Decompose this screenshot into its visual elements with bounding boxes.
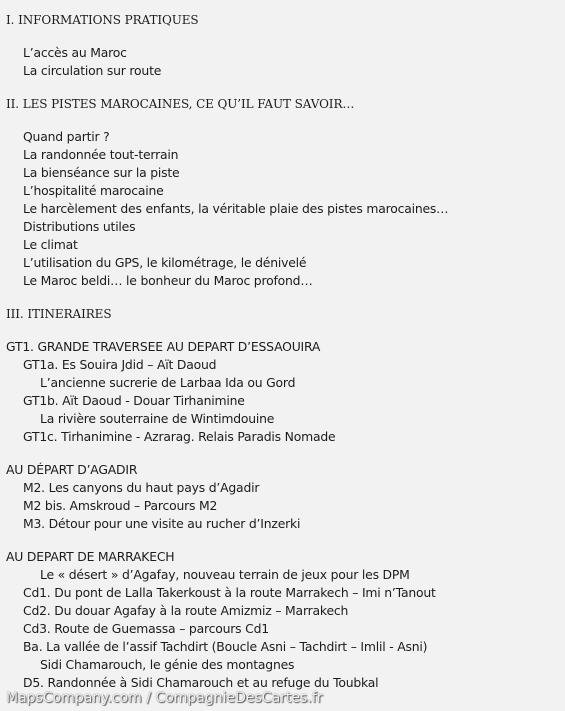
watermark: MapsCompany.com / CompagnieDesCartes.fr bbox=[6, 690, 323, 706]
section-heading-informations: I. INFORMATIONS PRATIQUES bbox=[6, 13, 199, 27]
toc-item: Quand partir ? bbox=[23, 129, 110, 144]
toc-item: La circulation sur route bbox=[23, 63, 162, 78]
toc-item: Le harcèlement des enfants, la véritable plaie des pistes marocaines… bbox=[23, 201, 449, 216]
toc-item: GT1a. Es Souira Jdid – Aït Daoud bbox=[23, 357, 217, 372]
toc-item: L’utilisation du GPS, le kilométrage, le dénivelé bbox=[23, 255, 307, 270]
group-heading-essaouira: GT1. GRANDE TRAVERSEE AU DEPART D’ESSAOUIRA bbox=[6, 339, 321, 354]
toc-item: M3. Détour pour une visite au rucher d’Inzerki bbox=[23, 516, 301, 531]
group-heading-agadir: AU DÉPART D’AGADIR bbox=[6, 462, 138, 477]
toc-item: L’accès au Maroc bbox=[23, 45, 127, 60]
toc-item: L’hospitalité marocaine bbox=[23, 183, 164, 198]
toc-subitem: La rivière souterraine de Wintimdouine bbox=[40, 411, 275, 426]
toc-item: Cd3. Route de Guemassa – parcours Cd1 bbox=[23, 621, 269, 636]
toc-item: M2 bis. Amskroud – Parcours M2 bbox=[23, 498, 218, 513]
section-heading-itineraires: III. ITINERAIRES bbox=[6, 307, 112, 321]
toc-item: Distributions utiles bbox=[23, 219, 136, 234]
toc-subitem: L’ancienne sucrerie de Larbaa Ida ou Gord bbox=[40, 375, 296, 390]
toc-item: GT1c. Tirhanimine - Azrarag. Relais Paradis Nomade bbox=[23, 429, 336, 444]
toc-item: D5. Randonnée à Sidi Chamarouch et au refuge du Toubkal bbox=[23, 675, 379, 690]
toc-item: GT1b. Aït Daoud - Douar Tirhanimine bbox=[23, 393, 245, 408]
toc-item: La randonnée tout-terrain bbox=[23, 147, 179, 162]
toc-item: Ba. La vallée de l’assif Tachdirt (Boucle Asni – Tachdirt – Imlil - Asni) bbox=[23, 639, 428, 654]
toc-item: Cd2. Du douar Agafay à la route Amizmiz – Marrakech bbox=[23, 603, 349, 618]
toc-item: La bienséance sur la piste bbox=[23, 165, 180, 180]
toc-subitem: Sidi Chamarouch, le génie des montagnes bbox=[40, 657, 295, 672]
group-heading-marrakech: AU DEPART DE MARRAKECH bbox=[6, 549, 175, 564]
toc-subitem: Le « désert » d’Agafay, nouveau terrain de jeux pour les DPM bbox=[40, 567, 410, 582]
toc-item: Le Maroc beldi… le bonheur du Maroc profond… bbox=[23, 273, 313, 288]
toc-item: M2. Les canyons du haut pays d’Agadir bbox=[23, 480, 260, 495]
toc-item: Cd1. Du pont de Lalla Takerkoust à la route Marrakech – Imi n’Tanout bbox=[23, 585, 436, 600]
section-heading-pistes: II. LES PISTES MAROCAINES, CE QU’IL FAUT SAVOIR… bbox=[6, 97, 355, 111]
toc-item: Le climat bbox=[23, 237, 78, 252]
